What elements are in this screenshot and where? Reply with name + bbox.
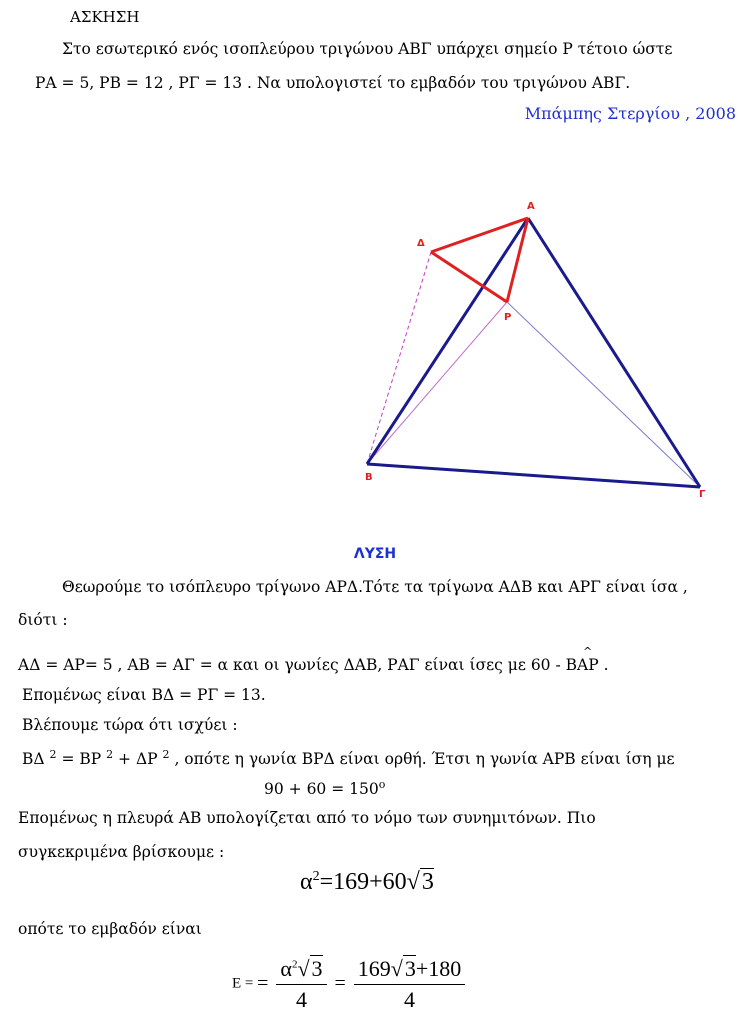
side-AB — [367, 218, 528, 464]
solution-line-6: ΒΔ $^2$ = ΒΡ $^2$ + ΔΡ $^2$ , οπότε η γωνία ΒΡΔ είναι ορθή. Έτσι η γωνία ΑΡΒ είναι ίση με — [22, 748, 675, 769]
segment-DP — [431, 252, 507, 302]
solution-line-10: οπότε το εμβαδόν είναι — [18, 920, 202, 938]
equation-side-squared: $\alpha^2=169+60√3$ — [300, 869, 434, 895]
segment-PB — [367, 302, 507, 464]
solution-line-2: διότι : — [18, 611, 68, 629]
equation-area: Ε = = $\frac{\alpha^2√3}{4}$ = $\frac{169√3+180}{4}$ — [232, 955, 469, 1013]
solution-line-5: Βλέπουμε τώρα ότι ισχύει : — [22, 716, 238, 734]
author-credit: Μπάμπης Στεργίου , 2008 — [524, 104, 736, 123]
solution-line-3: ΑΔ = ΑΡ= 5 , ΑΒ = ΑΓ = α και οι γωνίες ΔΑΒ, ΡΑΓ είναι ίσες με 60 - Β^ ΑΡ . — [18, 656, 609, 674]
solution-line-1: Θεωρούμε το ισόπλευρο τρίγωνο ΑΡΔ.Τότε τα τρίγωνα ΑΔΒ και ΑΡΓ είναι ίσα , — [62, 578, 688, 596]
fraction-2: $\frac{169√3+180}{4}$ — [354, 955, 466, 1013]
label-G: Γ — [699, 489, 706, 500]
solution-line-7: $90 + 60 = 150^o$ — [264, 778, 386, 799]
angle-hat: ^ Α — [577, 656, 588, 674]
solution-line-4: Επομένως είναι ΒΔ = ΡΓ = 13. — [22, 686, 266, 704]
segment-AP — [507, 218, 528, 302]
fraction-1: $\frac{\alpha^2√3}{4}$ — [276, 955, 326, 1013]
label-P: Ρ — [504, 312, 512, 323]
label-D: Δ — [417, 238, 425, 249]
segment-DB — [367, 252, 431, 464]
problem-line-2: ΡΑ = 5, ΡΒ = 12 , ΡΓ = 13 . Να υπολογιστεί το εμβαδόν του τριγώνου ΑΒΓ. — [35, 74, 631, 92]
side-AG — [528, 218, 700, 487]
segment-PG — [507, 302, 700, 487]
problem-line-1: Στο εσωτερικό ενός ισοπλεύρου τριγώνου ΑΒΓ υπάρχει σημείο Ρ τέτοιο ώστε — [62, 40, 673, 58]
solution-line-9: συγκεκριμένα βρίσκουμε : — [18, 843, 225, 861]
segment-AD — [431, 218, 528, 252]
exercise-title: ΑΣΚΗΣΗ — [70, 8, 140, 26]
geometry-figure — [355, 192, 725, 510]
label-A: Α — [527, 201, 535, 212]
solution-heading: ΛΥΣΗ — [353, 546, 397, 562]
label-B: Β — [365, 472, 373, 483]
solution-line-8: Επομένως η πλευρά ΑΒ υπολογίζεται από το νόμο των συνημιτόνων. Πιο — [18, 809, 596, 827]
side-BG — [367, 464, 700, 487]
